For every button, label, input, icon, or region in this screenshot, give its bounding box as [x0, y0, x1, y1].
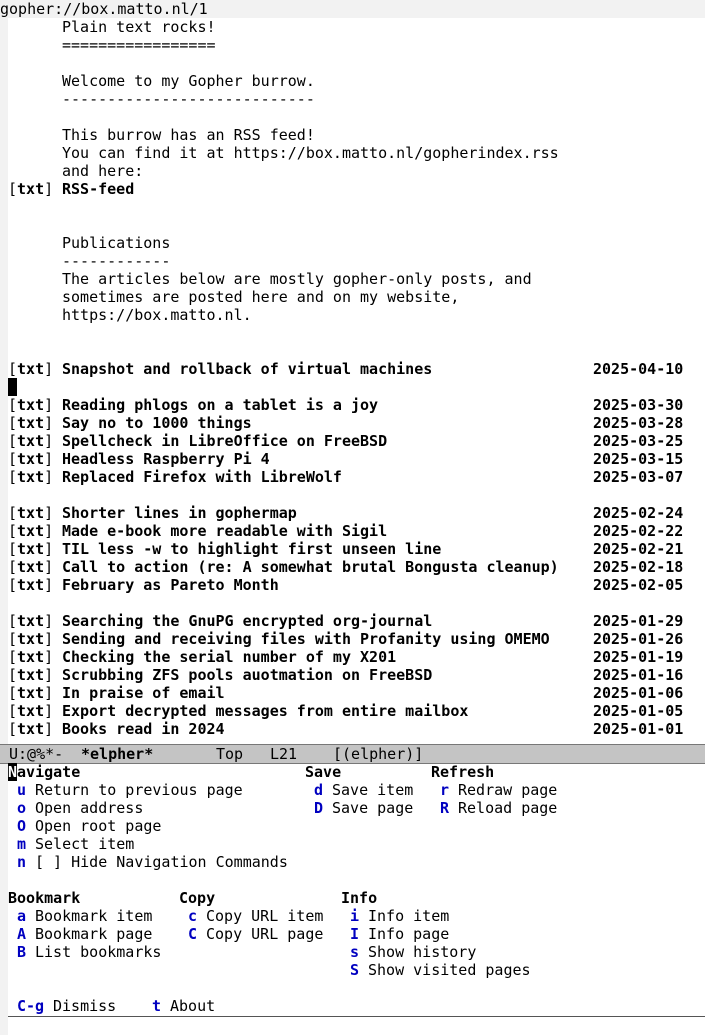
menu-item-row[interactable]	[8, 468, 705, 486]
help-command-bookmark-item[interactable]: Bookmark item	[35, 907, 153, 925]
item-date: 2025-02-05	[593, 576, 684, 594]
help-row	[8, 835, 705, 853]
item-type-tag: [txt]	[8, 468, 54, 486]
help-key[interactable]: i	[350, 907, 360, 925]
item-type: txt	[17, 558, 45, 576]
help-command-hide-navigation-commands[interactable]: [ ] Hide Navigation Commands	[35, 853, 288, 871]
item-title-link[interactable]: Call to action (re: A somewhat brutal Bongusta cleanup)	[62, 558, 559, 576]
menu-item-row[interactable]	[8, 576, 705, 594]
menu-item-row[interactable]	[8, 360, 705, 378]
help-key[interactable]: c	[188, 907, 198, 925]
item-date: 2025-01-26	[593, 630, 684, 648]
item-date: 2025-03-25	[593, 432, 684, 450]
help-key[interactable]: S	[350, 961, 360, 979]
item-date: 2025-03-30	[593, 396, 684, 414]
item-type-tag: [txt]	[8, 702, 54, 720]
help-row	[8, 781, 705, 799]
item-type: txt	[17, 666, 45, 684]
text-content: https://box.matto.nl.	[62, 306, 252, 324]
text-line	[8, 270, 705, 288]
help-key[interactable]: r	[440, 781, 450, 799]
text-content: You can find it at https://box.matto.nl/gopherindex.rss	[62, 144, 559, 162]
item-type-tag: [txt]	[8, 720, 54, 738]
item-date: 2025-01-29	[593, 612, 684, 630]
help-command-show-history[interactable]: Show history	[368, 943, 477, 961]
text-line	[8, 342, 705, 360]
text-line	[8, 594, 705, 612]
help-command-return-to-previous-page[interactable]: Return to previous page	[35, 781, 243, 799]
text-line	[8, 306, 705, 324]
menu-item-row[interactable]	[8, 180, 705, 198]
item-type: txt	[17, 468, 45, 486]
item-title-link[interactable]: Scrubbing ZFS pools auotmation on FreeBSD	[62, 666, 433, 684]
item-title-link[interactable]: Reading phlogs on a tablet is a joy	[62, 396, 379, 414]
item-type-tag: [txt]	[8, 396, 54, 414]
help-row	[8, 925, 705, 943]
item-type: txt	[17, 684, 45, 702]
text-content: Publications	[62, 234, 171, 252]
help-key[interactable]: s	[350, 943, 360, 961]
help-key[interactable]: m	[17, 835, 27, 853]
help-key[interactable]: o	[17, 799, 27, 817]
item-type: txt	[17, 702, 45, 720]
text-line	[8, 198, 705, 216]
text-line	[8, 36, 705, 54]
help-row	[8, 853, 705, 871]
text-line	[8, 54, 705, 72]
text-line	[8, 126, 705, 144]
help-command-info-item[interactable]: Info item	[368, 907, 450, 925]
item-type: txt	[17, 414, 45, 432]
help-heading-bookmark: Bookmark	[8, 889, 81, 907]
text-line	[8, 90, 705, 108]
item-type-tag: [txt]	[8, 180, 54, 198]
item-type-tag: [txt]	[8, 666, 54, 684]
item-date: 2025-01-01	[593, 720, 684, 738]
text-line	[8, 108, 705, 126]
help-key[interactable]: C	[188, 925, 198, 943]
help-command-info-page[interactable]: Info page	[368, 925, 450, 943]
item-type: txt	[17, 504, 45, 522]
item-date: 2025-01-06	[593, 684, 684, 702]
help-row	[8, 961, 705, 979]
item-title-link[interactable]: February as Pareto Month	[62, 576, 279, 594]
item-title-link[interactable]: Made e-book more readable with Sigil	[62, 522, 388, 540]
menu-item-row[interactable]	[8, 648, 705, 666]
help-heading-navigate: Navigate	[8, 763, 81, 781]
item-type-tag: [txt]	[8, 684, 54, 702]
item-type-tag: [txt]	[8, 504, 54, 522]
item-date: 2025-02-18	[593, 558, 684, 576]
text-line	[8, 378, 705, 396]
mode-line	[0, 744, 705, 764]
mode-line-position: Top	[216, 745, 244, 763]
item-title-link[interactable]: RSS-feed	[62, 180, 135, 198]
help-row	[8, 799, 705, 817]
item-title-link[interactable]: In praise of email	[62, 684, 225, 702]
help-command-redraw-page[interactable]: Redraw page	[458, 781, 558, 799]
help-row	[8, 997, 705, 1015]
text-line	[8, 486, 705, 504]
mode-line-line-number: L21	[270, 745, 298, 763]
help-command-copy-url-page[interactable]: Copy URL page	[206, 925, 324, 943]
help-command-dismiss[interactable]: Dismiss	[53, 997, 117, 1015]
item-type: txt	[17, 180, 45, 198]
text-content: and here:	[62, 162, 144, 180]
item-date: 2025-03-28	[593, 414, 684, 432]
help-command-reload-page[interactable]: Reload page	[458, 799, 558, 817]
text-line	[8, 216, 705, 234]
help-key[interactable]: D	[314, 799, 324, 817]
item-type-tag: [txt]	[8, 414, 54, 432]
item-title-link[interactable]: Checking the serial number of my X201	[62, 648, 397, 666]
text-line	[8, 234, 705, 252]
item-type: txt	[17, 540, 45, 558]
text-content: sometimes are posted here and on my website,	[62, 288, 460, 306]
menu-item-row[interactable]	[8, 630, 705, 648]
text-line	[8, 18, 705, 36]
item-type-tag: [txt]	[8, 648, 54, 666]
mode-line-buffer-name[interactable]: *elpher*	[81, 745, 154, 763]
item-title-link[interactable]: Sending and receiving files with Profanity using OMEMO	[62, 630, 550, 648]
item-title-link[interactable]: Shorter lines in gophermap	[62, 504, 297, 522]
item-type-tag: [txt]	[8, 576, 54, 594]
menu-item-row[interactable]	[8, 684, 705, 702]
item-type: txt	[17, 720, 45, 738]
help-row	[8, 907, 705, 925]
help-command-copy-url-item[interactable]: Copy URL item	[206, 907, 324, 925]
text-line	[8, 72, 705, 90]
help-key[interactable]: B	[17, 943, 27, 961]
item-type-tag: [txt]	[8, 630, 54, 648]
menu-item-row[interactable]	[8, 450, 705, 468]
help-key[interactable]: n	[17, 853, 27, 871]
item-date: 2025-01-16	[593, 666, 684, 684]
help-row	[8, 763, 705, 781]
help-key[interactable]: R	[440, 799, 450, 817]
help-cursor: N	[8, 763, 18, 781]
item-type: txt	[17, 612, 45, 630]
item-type: txt	[17, 360, 45, 378]
menu-item-row[interactable]	[8, 504, 705, 522]
text-content: Plain text rocks!	[62, 18, 216, 36]
item-title-link[interactable]: Books read in 2024	[62, 720, 225, 738]
item-type-tag: [txt]	[8, 360, 54, 378]
item-type: txt	[17, 450, 45, 468]
item-date: 2025-03-15	[593, 450, 684, 468]
item-title-link[interactable]: Headless Raspberry Pi 4	[62, 450, 270, 468]
item-type-tag: [txt]	[8, 612, 54, 630]
item-type: txt	[17, 396, 45, 414]
item-date: 2025-02-21	[593, 540, 684, 558]
item-date: 2025-01-19	[593, 648, 684, 666]
help-key[interactable]: u	[17, 781, 27, 799]
item-date: 2025-04-10	[593, 360, 684, 378]
menu-item-row[interactable]	[8, 522, 705, 540]
item-date: 2025-03-07	[593, 468, 684, 486]
menu-item-row[interactable]	[8, 432, 705, 450]
menu-item-row[interactable]	[8, 666, 705, 684]
help-row	[8, 817, 705, 835]
help-row	[8, 889, 705, 907]
item-type: txt	[17, 630, 45, 648]
text-line	[8, 288, 705, 306]
item-date: 2025-01-05	[593, 702, 684, 720]
help-command-list-bookmarks[interactable]: List bookmarks	[35, 943, 162, 961]
text-line	[8, 162, 705, 180]
help-window-border	[8, 1016, 705, 1017]
help-key-dismiss[interactable]: C-g	[17, 997, 45, 1015]
help-key[interactable]: O	[17, 817, 27, 835]
left-fringe	[0, 0, 8, 1035]
item-date: 2025-02-24	[593, 504, 684, 522]
item-type: txt	[17, 576, 45, 594]
help-heading-refresh: Refresh	[431, 763, 495, 781]
help-heading-save: Save	[305, 763, 342, 781]
text-content: Welcome to my Gopher burrow.	[62, 72, 315, 90]
help-key-about[interactable]: t	[152, 997, 162, 1015]
help-key[interactable]: a	[17, 907, 27, 925]
text-content: ----------------------------	[62, 90, 315, 108]
text-cursor	[8, 378, 17, 396]
item-type-tag: [txt]	[8, 540, 54, 558]
menu-item-row[interactable]	[8, 414, 705, 432]
text-content: =================	[62, 36, 216, 54]
item-type-tag: [txt]	[8, 558, 54, 576]
menu-item-row[interactable]	[8, 558, 705, 576]
text-line	[8, 144, 705, 162]
item-title-link[interactable]: Say no to 1000 things	[62, 414, 252, 432]
header-line-url: gopher://box.matto.nl/1	[0, 0, 705, 18]
help-command-bookmark-page[interactable]: Bookmark page	[35, 925, 153, 943]
menu-item-row[interactable]	[8, 612, 705, 630]
help-key[interactable]: I	[350, 925, 360, 943]
item-title-link[interactable]: Export decrypted messages from entire mailbox	[62, 702, 469, 720]
item-type-tag: [txt]	[8, 450, 54, 468]
help-command-open-address[interactable]: Open address	[35, 799, 144, 817]
text-content: ------------	[62, 252, 171, 270]
mode-line-status: U:@%*-	[9, 745, 64, 763]
mode-line-major-mode[interactable]: [(elpher)]	[333, 745, 424, 763]
item-type: txt	[17, 522, 45, 540]
text-content: The articles below are mostly gopher-only posts, and	[62, 270, 532, 288]
item-title-link[interactable]: Replaced Firefox with LibreWolf	[62, 468, 342, 486]
help-heading-info: Info	[341, 889, 378, 907]
help-heading-copy: Copy	[179, 889, 216, 907]
menu-item-row[interactable]	[8, 540, 705, 558]
help-command-save-item[interactable]: Save item	[332, 781, 414, 799]
item-type: txt	[17, 432, 45, 450]
text-line	[8, 324, 705, 342]
text-line	[8, 252, 705, 270]
item-type: txt	[17, 648, 45, 666]
menu-item-row[interactable]	[8, 720, 705, 738]
help-command-save-page[interactable]: Save page	[332, 799, 414, 817]
item-type-tag: [txt]	[8, 432, 54, 450]
help-key[interactable]: d	[314, 781, 324, 799]
menu-item-row[interactable]	[8, 702, 705, 720]
item-date: 2025-02-22	[593, 522, 684, 540]
help-command-show-visited-pages[interactable]: Show visited pages	[368, 961, 531, 979]
help-command-about[interactable]: About	[170, 997, 216, 1015]
help-key[interactable]: A	[17, 925, 27, 943]
help-command-open-root-page[interactable]: Open root page	[35, 817, 162, 835]
item-title-link[interactable]: Searching the GnuPG encrypted org-journal	[62, 612, 433, 630]
help-command-select-item[interactable]: Select item	[35, 835, 135, 853]
menu-item-row[interactable]	[8, 396, 705, 414]
item-type-tag: [txt]	[8, 522, 54, 540]
item-title-link[interactable]: Spellcheck in LibreOffice on FreeBSD	[62, 432, 388, 450]
help-row	[8, 943, 705, 961]
item-title-link[interactable]: TIL less -w to highlight first unseen line	[62, 540, 442, 558]
text-content: This burrow has an RSS feed!	[62, 126, 315, 144]
item-title-link[interactable]: Snapshot and rollback of virtual machines	[62, 360, 433, 378]
